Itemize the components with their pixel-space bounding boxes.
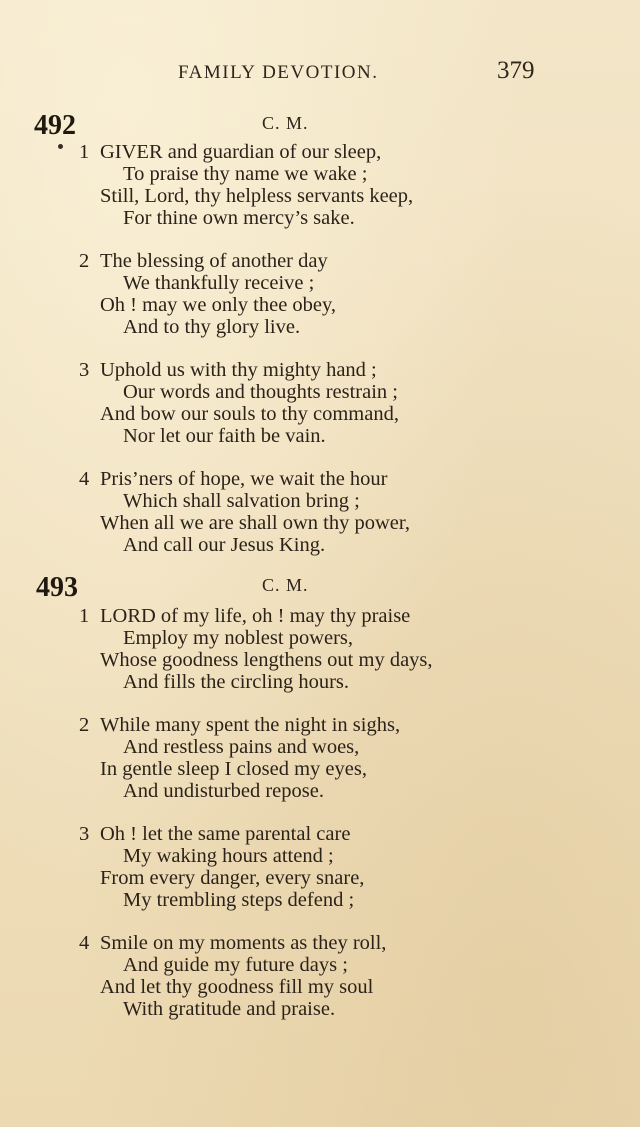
verse-line: Smile on my moments as they roll,	[100, 932, 387, 954]
verse-line: Nor let our faith be vain.	[123, 425, 326, 447]
verse-line: We thankfully receive ;	[123, 272, 315, 294]
verse-line: To praise thy name we wake ;	[123, 163, 368, 185]
verse-line: And call our Jesus King.	[123, 534, 326, 556]
verse-line: Our words and thoughts restrain ;	[123, 381, 398, 403]
verse-line: And bow our souls to thy command,	[100, 403, 399, 425]
verse-number: 4	[79, 932, 90, 954]
verse-line: And undisturbed repose.	[123, 780, 324, 802]
verse-line: In gentle sleep I closed my eyes,	[100, 758, 367, 780]
verse-line: Whose goodness lengthens out my days,	[100, 649, 433, 671]
verse-line: And guide my future days ;	[123, 954, 348, 976]
hymn-meter-493: C. M.	[262, 575, 309, 595]
verse-number: 3	[79, 359, 90, 381]
verse-line: GIVER and guardian of our sleep,	[100, 141, 382, 163]
verse-line: Which shall salvation bring ;	[123, 490, 360, 512]
verse-line: Still, Lord, thy helpless servants keep,	[100, 185, 414, 207]
verse-line: Oh ! let the same parental care	[100, 823, 351, 845]
verse-line: While many spent the night in sighs,	[100, 714, 401, 736]
verse-line: With gratitude and praise.	[123, 998, 336, 1020]
verse-line: And to thy glory live.	[123, 316, 301, 338]
verse-line: Pris’ners of hope, we wait the hour	[100, 468, 388, 490]
verse-line: My waking hours attend ;	[123, 845, 334, 867]
page-number: 379	[497, 57, 535, 84]
ink-mark	[58, 144, 63, 149]
verse-line: When all we are shall own thy power,	[100, 512, 410, 534]
hymn-number-493: 493	[36, 572, 78, 603]
verse-number: 1	[79, 605, 90, 627]
hymn-number-492: 492	[34, 110, 76, 141]
verse-number: 1	[79, 141, 90, 163]
verse-line: LORD of my life, oh ! may thy praise	[100, 605, 411, 627]
verse-line: And fills the circling hours.	[123, 671, 350, 693]
verse-line: Employ my noblest powers,	[123, 627, 354, 649]
verse-number: 3	[79, 823, 90, 845]
verse-number: 2	[79, 714, 90, 736]
verse-line: And restless pains and woes,	[123, 736, 360, 758]
verse-line: Uphold us with thy mighty hand ;	[100, 359, 377, 381]
verse-line: For thine own mercy’s sake.	[123, 207, 355, 229]
verse-number: 4	[79, 468, 90, 490]
verse-line: Oh ! may we only thee obey,	[100, 294, 337, 316]
hymn-meter-492: C. M.	[262, 113, 309, 133]
running-head: FAMILY DEVOTION.	[178, 62, 379, 83]
verse-line: My trembling steps defend ;	[123, 889, 355, 911]
verse-line: And let thy goodness fill my soul	[100, 976, 374, 998]
verse-number: 2	[79, 250, 90, 272]
verse-line: From every danger, every snare,	[100, 867, 365, 889]
verse-line: The blessing of another day	[100, 250, 328, 272]
